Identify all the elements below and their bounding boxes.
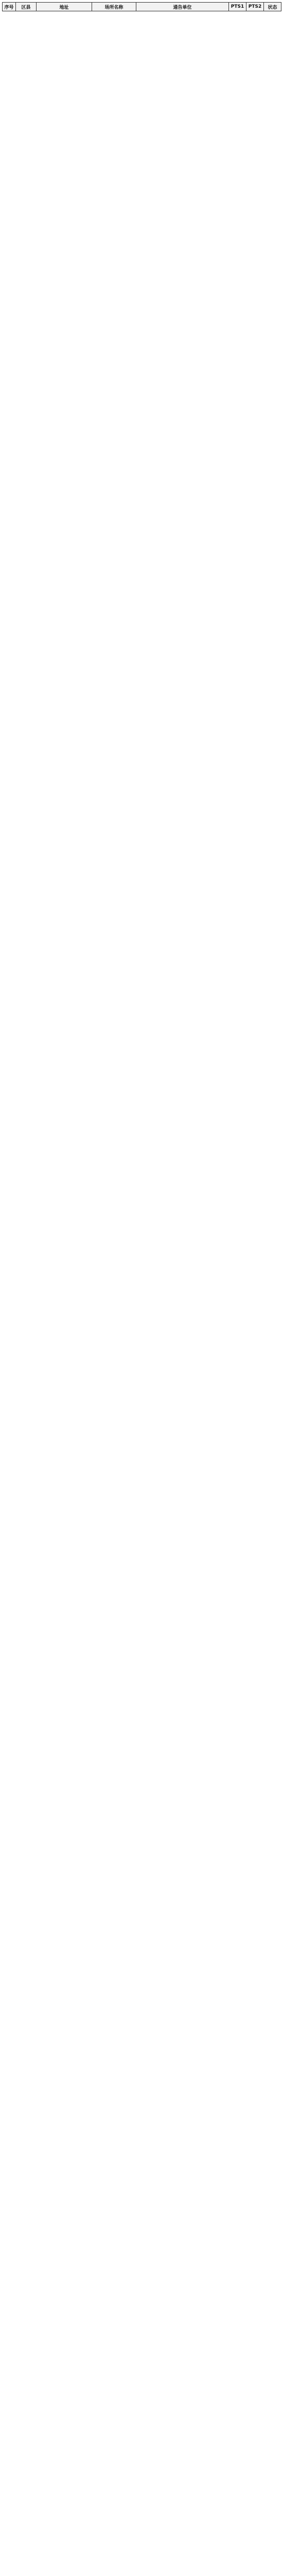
header-pts2: PTS2 <box>246 3 264 11</box>
header-pts1: PTS1 <box>229 3 246 11</box>
table-header <box>3 3 281 11</box>
header-address: 地址 <box>37 3 92 11</box>
header-venue-name: 场所名称 <box>92 3 136 11</box>
header-status: 状态 <box>264 3 281 11</box>
header-district: 区县 <box>16 3 37 11</box>
header-row <box>3 3 281 11</box>
header-index: 序号 <box>3 3 16 11</box>
header-notice-unit: 通告单位 <box>136 3 229 11</box>
data-table <box>2 2 281 11</box>
